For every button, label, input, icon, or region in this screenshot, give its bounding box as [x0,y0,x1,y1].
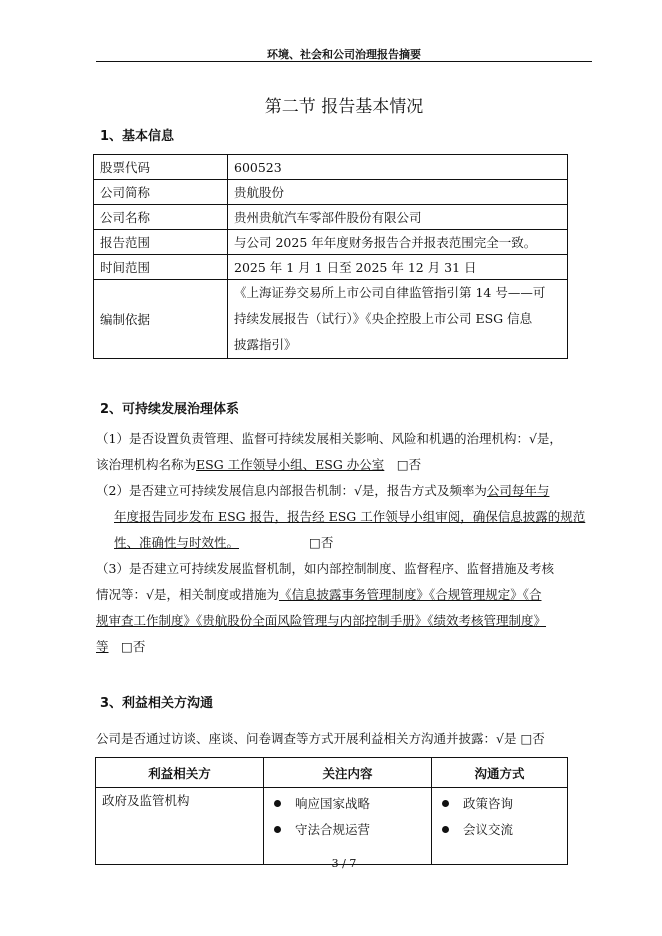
list-item [270,817,425,843]
table-row [94,205,568,230]
text-line: （1）是否设置负责管理、监督可持续发展相关影响、风险和机遇的治理机构：√是， [96,431,562,446]
row-key: 报告范围 [94,230,228,255]
table-row [94,255,568,280]
basic-info-heading: 1、基本信息 [100,129,175,144]
row-value: 与公司 2025 年年度财务报告合并报表范围完全一致。 [228,230,568,255]
row-value [228,280,568,359]
governance-p2 [96,478,592,556]
table-row [94,280,568,359]
list-item-text: 响应国家战略 [295,796,371,811]
text-line [96,452,592,478]
underlined-answer: 公司每年与 [486,483,550,498]
row-key: 编制依据 [94,280,228,359]
text-line [96,608,592,634]
bullet-icon [442,826,449,833]
methods-cell [432,788,568,865]
text-line: （3）是否建立可持续发展监督机制，如内部控制制度、监督程序、监督措施及考核 [96,561,554,576]
list-item [270,791,425,817]
basic-info-table [93,154,568,359]
underlined-answer: 性、准确性与时效性。 [114,535,240,550]
text-line [96,582,592,608]
text-span: □否 [108,639,146,654]
bullet-icon [274,800,281,807]
stakeholder-question: 公司是否通过访谈、座谈、问卷调查等方式开展利益相关方沟通并披露：√是 □否 [96,731,545,746]
underlined-answer: 等 [96,639,109,654]
table-row [94,230,568,255]
table-row [96,788,568,865]
row-key: 公司简称 [94,180,228,205]
concerns-cell [264,788,432,865]
text-span: （2）是否建立可持续发展信息内部报告机制：√是，报告方式及频率为 [96,483,487,498]
table-row [94,155,568,180]
column-header: 沟通方式 [432,758,568,788]
text-span: 情况等：√是，相关制度或措施为 [96,587,279,602]
row-key: 公司名称 [94,205,228,230]
text-line [96,530,592,556]
row-value: 贵州贵航汽车零部件股份有限公司 [228,205,568,230]
list-item [438,817,561,843]
basis-line: 披露指引》 [234,337,297,352]
text-span: □否 [309,535,334,550]
text-span: □否 [384,457,422,472]
stakeholder-heading: 3、利益相关方沟通 [100,696,214,711]
underlined-answer: 年度报告同步发布 ESG 报告，报告经 ESG 工作领导小组审阅，确保信息披露的规范 [114,509,586,524]
text-line [96,634,592,660]
row-value: 2025 年 1 月 1 日至 2025 年 12 月 31 日 [228,255,568,280]
governance-p3 [96,556,592,660]
text-line [96,504,592,530]
underlined-answer: 规审查工作制度》《贵航股份全面风险管理与内部控制手册》《绩效考核管理制度》 [96,613,547,628]
party-cell: 政府及监管机构 [96,788,264,865]
header-divider [96,61,592,62]
governance-heading: 2、可持续发展治理体系 [100,402,240,417]
governance-p1 [96,426,592,478]
text-span: 该治理机构名称为 [96,457,197,472]
list-item-text: 守法合规运营 [295,822,371,837]
list-item [438,791,561,817]
column-header: 利益相关方 [96,758,264,788]
page-header: 环境、社会和公司治理报告摘要 [267,48,421,61]
underlined-answer: 《信息披露事务管理制度》《合规管理规定》《合 [278,587,542,602]
underlined-answer: ESG 工作领导小组、ESG 办公室 [196,457,385,472]
row-value: 600523 [228,155,568,180]
table-row [94,180,568,205]
section-title: 第二节 报告基本情况 [264,97,424,117]
table-header-row [96,758,568,788]
column-header: 关注内容 [264,758,432,788]
list-item-text: 政策咨询 [463,796,514,811]
list-item-text: 会议交流 [463,822,514,837]
row-key: 股票代码 [94,155,228,180]
stakeholder-table [95,757,568,865]
basis-line: 《上海证券交易所上市公司自律监管指引第 14 号——可 [234,285,546,300]
bullet-icon [274,826,281,833]
basis-line: 持续发展报告（试行）》《央企控股上市公司 ESG 信息 [234,311,533,326]
row-key: 时间范围 [94,255,228,280]
row-value: 贵航股份 [228,180,568,205]
page-number: 3 / 7 [331,857,357,870]
text-line [96,478,592,504]
bullet-icon [442,800,449,807]
